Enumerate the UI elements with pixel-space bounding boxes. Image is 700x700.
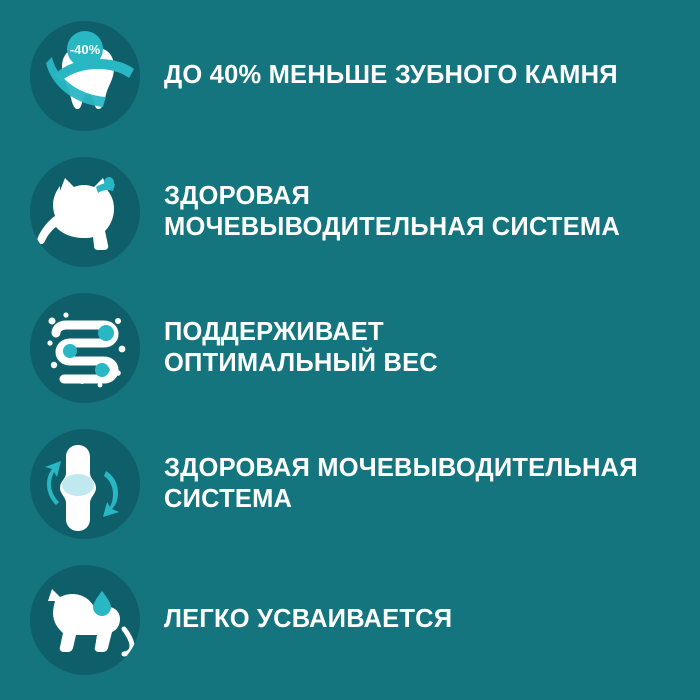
benefit-label-line: ПОДДЕРЖИВАЕТ (164, 317, 384, 346)
benefit-label-line: МОЧЕВЫВОДИТЕЛЬНАЯ СИСТЕМА (164, 213, 620, 241)
intestine-digestion-icon (30, 293, 140, 403)
benefit-row (0, 280, 700, 416)
benefit-row (0, 416, 700, 552)
badge-label: -40% (69, 42, 101, 57)
tooth-with-minus-40-percent-icon (30, 21, 140, 131)
benefit-label-line: ЗДОРОВАЯ (164, 181, 310, 210)
benefit-label (164, 604, 452, 635)
benefit-label (164, 181, 620, 243)
benefit-row (0, 8, 700, 144)
benefit-label-line: ЛЕГКО УСВАИВАЕТСЯ (164, 605, 453, 634)
benefit-label (164, 60, 618, 91)
walking-cat-with-droplet-icon (30, 565, 140, 675)
benefit-label (164, 453, 638, 515)
benefit-row (0, 552, 700, 688)
sitting-cat-icon (30, 157, 140, 267)
benefit-row (0, 144, 700, 280)
benefit-label-line: ЗДОРОВАЯ МОЧЕВЫВОДИТЕЛЬНАЯ (164, 453, 638, 482)
benefit-label (164, 317, 438, 379)
benefit-label-line: ДО 40% МЕНЬШЕ ЗУБНОГО КАМНЯ (164, 61, 618, 90)
joint-bone-icon (30, 429, 140, 539)
benefit-label-line: ОПТИМАЛЬНЫЙ ВЕС (164, 349, 438, 377)
benefit-label-line: СИСТЕМА (164, 485, 293, 513)
